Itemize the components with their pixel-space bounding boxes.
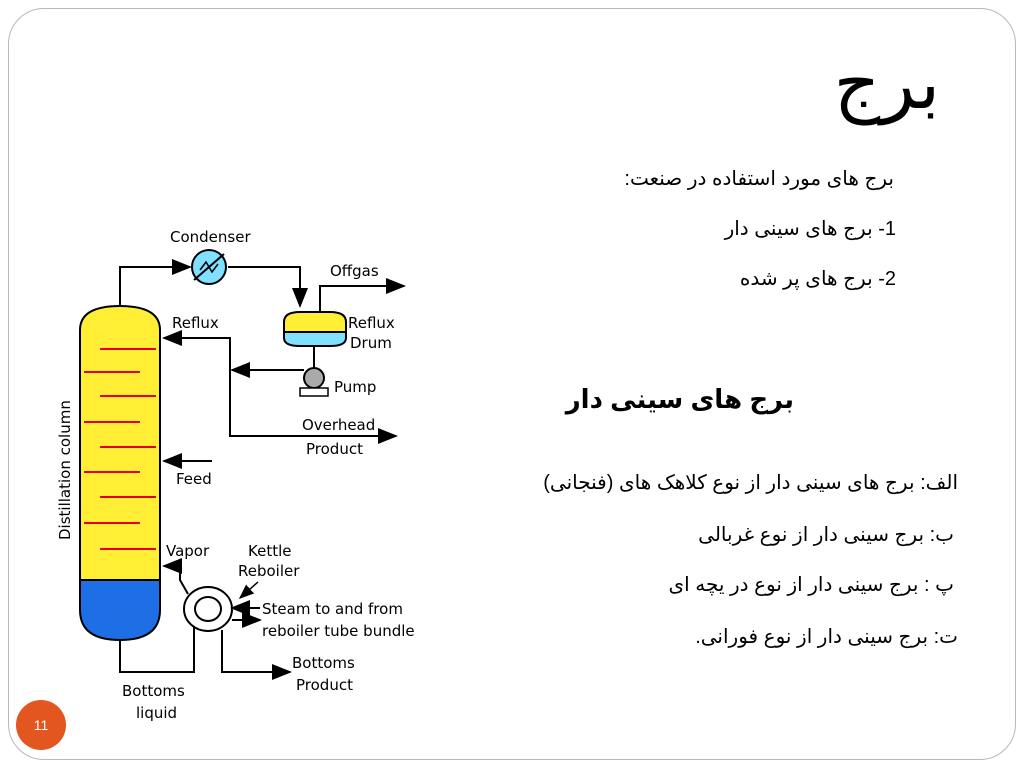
pump-label: Pump: [334, 378, 377, 396]
steam-label-2: reboiler tube bundle: [262, 622, 415, 640]
intro-line: برج های مورد استفاده در صنعت:: [624, 168, 894, 190]
overhead-product-label-2: Product: [306, 440, 363, 458]
overhead-product-label-1: Overhead: [302, 416, 376, 434]
bottoms-liquid-label-2: liquid: [136, 704, 178, 722]
reflux-label: Reflux: [172, 314, 219, 332]
condenser-label: Condenser: [170, 228, 251, 246]
reflux-drum: [284, 312, 346, 346]
list-item-tray-towers: 1- برج های سینی دار: [724, 218, 896, 240]
feed-label: Feed: [176, 470, 212, 488]
kettle-reboiler: [184, 587, 232, 631]
condenser-icon: [192, 250, 226, 284]
list-item-packed-towers: 2- برج های پر شده: [739, 268, 896, 290]
kettle-label-1: Kettle: [248, 542, 292, 560]
column-label: Distillation column: [56, 400, 74, 540]
offgas-line: [320, 286, 404, 312]
kettle-pointer: [240, 582, 258, 598]
slide-title: برج: [833, 41, 940, 125]
tray-type-bubble-cap: الف: برج های سینی دار از نوع کلاهک های (فنجانی): [543, 472, 958, 494]
reflux-drum-label-1: Reflux: [348, 314, 395, 332]
offgas-label: Offgas: [330, 262, 379, 280]
kettle-label-2: Reboiler: [238, 562, 300, 580]
bottoms-product-label-1: Bottoms: [292, 654, 355, 672]
bottoms-liquid-label-1: Bottoms: [122, 682, 185, 700]
reflux-drum-label-2: Drum: [350, 334, 392, 352]
page-number-badge: 11: [16, 700, 66, 750]
tray-type-valve: پ : برج سینی دار از نوع در یچه ای: [668, 574, 954, 596]
section-heading: برج های سینی دار: [565, 384, 794, 414]
vapor-label: Vapor: [166, 542, 210, 560]
steam-label-1: Steam to and from: [262, 600, 403, 618]
tray-type-jet: ت: برج سینی دار از نوع فورانی.: [695, 626, 958, 648]
tray-type-sieve: ب: برج سینی دار از نوع غربالی: [698, 524, 954, 546]
bottoms-product-label-2: Product: [296, 676, 353, 694]
steam-lines: [232, 608, 260, 620]
vapor-line: [164, 566, 188, 594]
pump-icon: [300, 368, 328, 396]
